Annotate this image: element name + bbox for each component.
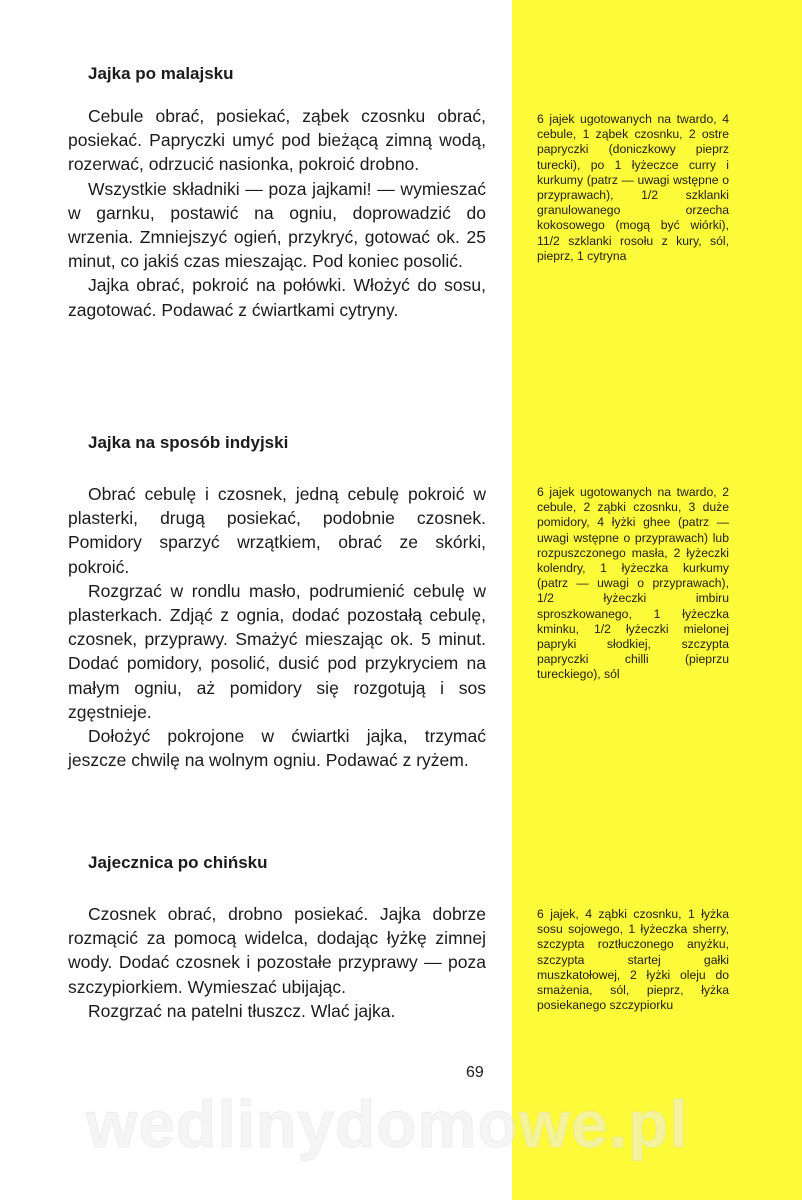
recipe-title-malajsku: Jajka po malajsku: [88, 64, 234, 83]
recipe-body-chinsku: [68, 902, 486, 1023]
recipe-title-chinsku: Jajecznica po chińsku: [88, 853, 268, 872]
recipe-paragraph: Cebule obrać, posiekać, ząbek czosnku obrać, posiekać. Papryczki umyć pod bieżącą zimną wodą, rozerwać, odrzucić nasionka, pokroić drobno.: [68, 106, 486, 175]
recipe-paragraph: Rozgrzać w rondlu masło, podrumienić cebulę w plasterkach. Zdjąć z ognia, dodać pozostałą cebulę, czosnek, przyprawy. Smażyć mieszając ok. 5 minut. Dodać pomidory, posolić, dusić pod przykryciem na małym ogniu, aż pomidory się rozgotują i sos zgęstnieje.: [68, 580, 486, 722]
ingredients-malajsku: 6 jajek ugotowanych na twardo, 4 cebule, 1 ząbek czosnku, 2 ostre papryczki (doniczkowy pieprz turecki), po 1 łyżeczce curry i kurkumy (patrz — uwagi wstępne o przyprawach), 1/2 szklanki granulowanego orzecha kokosowego (mogą być wiórki), 11/2 szklanki rosołu z kury, sól, pieprz, 1 cytryna: [537, 112, 729, 263]
watermark: wedlinydomowe.pl: [86, 1087, 689, 1161]
ingredients-chinsku: 6 jajek, 4 ząbki czosnku, 1 łyżka sosu sojowego, 1 łyżeczka sherry, szczypta roztłuczonego anyżku, szczypta startej gałki muszkatołowej, 2 łyżki oleju do smażenia, sól, pieprz, łyżka posiekanego szczypiorku: [537, 907, 729, 1013]
recipe-paragraph: Czosnek obrać, drobno posiekać. Jajka dobrze rozmącić za pomocą widelca, dodając łyżkę zimnej wody. Dodać czosnek i pozostałe przyprawy — poza szczypiorkiem. Wymieszać ubijając.: [68, 904, 486, 997]
recipe-title-indyjski: Jajka na sposób indyjski: [88, 433, 289, 452]
recipe-paragraph: Dołożyć pokrojone w ćwiartki jajka, trzymać jeszcze chwilę na wolnym ogniu. Podawać z ryżem.: [68, 726, 486, 771]
recipe-paragraph: Rozgrzać na patelni tłuszcz. Wlać jajka.: [88, 1000, 396, 1021]
recipe-body-indyjski: [68, 482, 486, 772]
recipe-paragraph: Obrać cebulę i czosnek, jedną cebulę pokroić w plasterki, drugą posiekać, podobnie czosnek. Pomidory sparzyć wrzątkiem, obrać ze skórki, pokroić.: [68, 484, 486, 577]
recipe-body-malajsku: [68, 104, 486, 322]
recipe-paragraph: Jajka obrać, pokroić na połówki. Włożyć do sosu, zagotować. Podawać z ćwiartkami cytryny.: [68, 275, 486, 320]
ingredients-indyjski: 6 jajek ugotowanych na twardo, 2 cebule, 2 ząbki czosnku, 3 duże pomidory, 4 łyżki ghee (patrz — uwagi wstępne o przyprawach) lub rozpuszczonego masła, 2 łyżeczki kolendry, 1 łyżeczka kurkumy (patrz — uwagi o przyprawach), 1/2 łyżeczki imbiru sproszkowanego, 1 łyżeczka kminku, 1/2 łyżeczki mielonej papryki słodkiej, szczypta papryczki chilli (pieprzu tureckiego), sól: [537, 485, 729, 682]
page-number: 69: [466, 1064, 484, 1081]
recipe-paragraph: Wszystkie składniki — poza jajkami! — wymieszać w garnku, postawić na ogniu, doprowadzić do wrzenia. Zmniejszyć ogień, przykryć, gotować ok. 25 minut, co jakiś czas mieszając. Pod koniec posolić.: [68, 178, 486, 272]
